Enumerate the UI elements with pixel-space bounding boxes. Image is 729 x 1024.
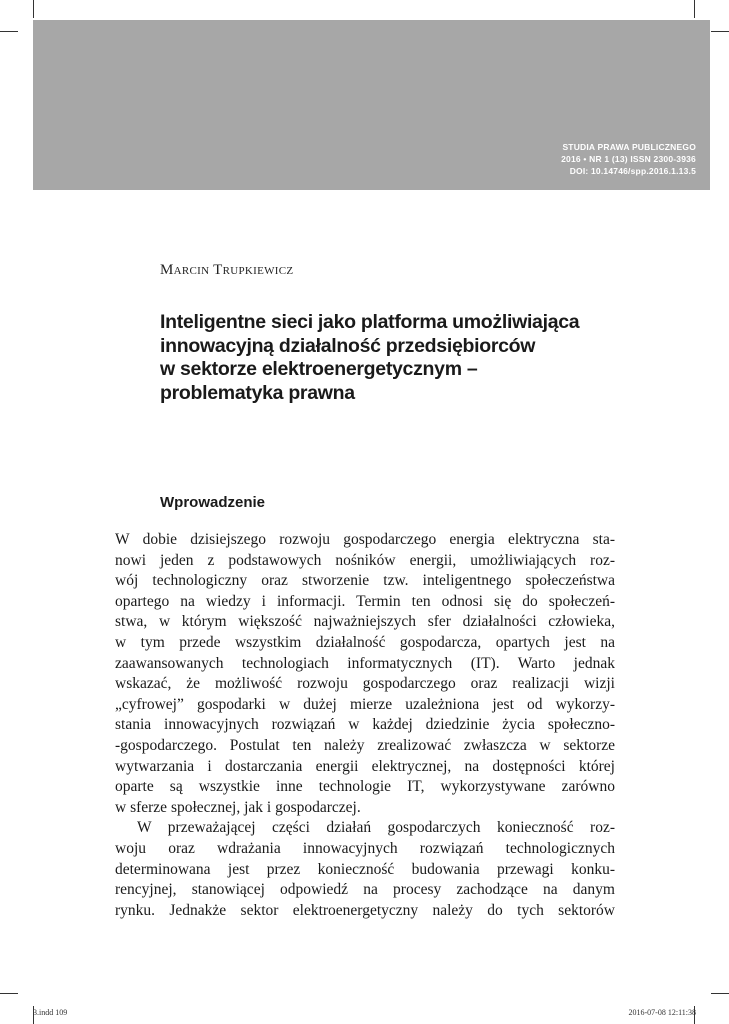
- journal-name: STUDIA PRAWA PUBLICZNEGO: [562, 142, 696, 152]
- body-line: rynku. Jednakże sektor elektroenergetyczny należy do tych sektorów: [115, 901, 615, 919]
- body-text: [115, 530, 615, 921]
- crop-mark: [33, 0, 34, 18]
- body-line: opartego na wiedzy i informacji. Termin ten odnosi się do społeczeń-: [115, 592, 615, 610]
- journal-issue: 2016 • NR 1 (13) ISSN 2300-3936: [561, 154, 696, 164]
- body-line: stwa, w którym większość najważniejszych sfer działalności człowieka,: [115, 613, 615, 631]
- crop-mark: [711, 993, 729, 994]
- body-line: -gospodarczego. Postulat ten należy zrealizować zwłaszcza w sektorze: [115, 736, 615, 754]
- article-author: Marcin Trupkiewicz: [160, 262, 294, 278]
- body-line: stania innowacyjnych rozwiązań w każdej dziedzinie życia społeczno-: [115, 716, 615, 734]
- crop-mark: [0, 31, 18, 32]
- body-line: zaawansowanych technologiach informatycznych (IT). Warto jednak: [115, 654, 615, 672]
- title-line: w sektorze elektroenergetycznym –: [160, 358, 478, 380]
- body-line: nowi jeden z podstawowych nośników energii, umożliwiających roz-: [115, 551, 615, 569]
- body-line: oparte są wszystkie inne technologie IT, wykorzystywane zarówno: [115, 778, 615, 796]
- crop-mark: [711, 31, 729, 32]
- title-line: innowacyjną działalność przedsiębiorców: [160, 334, 536, 357]
- body-line: W dobie dzisiejszego rozwoju gospodarczego energia elektryczna sta-: [115, 531, 615, 548]
- body-line: rencyjnej, stanowiącej odpowiedź na procesy zachodzące na danym: [115, 881, 615, 899]
- title-line: Inteligentne sieci jako platforma umożliwiająca: [160, 311, 580, 333]
- journal-doi: DOI: 10.14746/spp.2016.1.13.5: [569, 166, 696, 176]
- footer-timestamp: 2016-07-08 12:11:38: [628, 1008, 696, 1017]
- title-line: problematyka prawna: [160, 381, 355, 404]
- article-title: [160, 311, 640, 405]
- body-line: w sferze społecznej, jak i gospodarczej.: [115, 798, 361, 816]
- body-line: „cyfrowej” gospodarki w dużej mierze uzależniona jest od wykorzy-: [115, 695, 615, 713]
- footer-file-info: 3.indd 109: [33, 1008, 68, 1017]
- body-line: wytwarzania i dostarczania energii elektrycznej, na dostępności której: [115, 757, 615, 775]
- body-line: wskazać, że możliwość rozwoju gospodarczego oraz realizacji wizji: [115, 675, 615, 693]
- body-line: w tym przede wszystkim działalność gospodarcza, opartych jest na: [115, 633, 615, 651]
- journal-info: [561, 141, 696, 177]
- header-band: [33, 20, 710, 190]
- crop-mark: [694, 0, 695, 18]
- section-heading: Wprowadzenie: [160, 494, 266, 511]
- body-line: determinowana jest przez konieczność budowania przewagi konku-: [115, 860, 615, 878]
- body-line: wój technologiczny oraz stworzenie tzw. inteligentnego społeczeństwa: [115, 572, 615, 590]
- body-line: W przeważającej części działań gospodarczych konieczność roz-: [137, 819, 615, 837]
- crop-mark: [0, 993, 18, 994]
- body-line: woju oraz wdrażania innowacyjnych rozwiązań technologicznych: [115, 839, 615, 857]
